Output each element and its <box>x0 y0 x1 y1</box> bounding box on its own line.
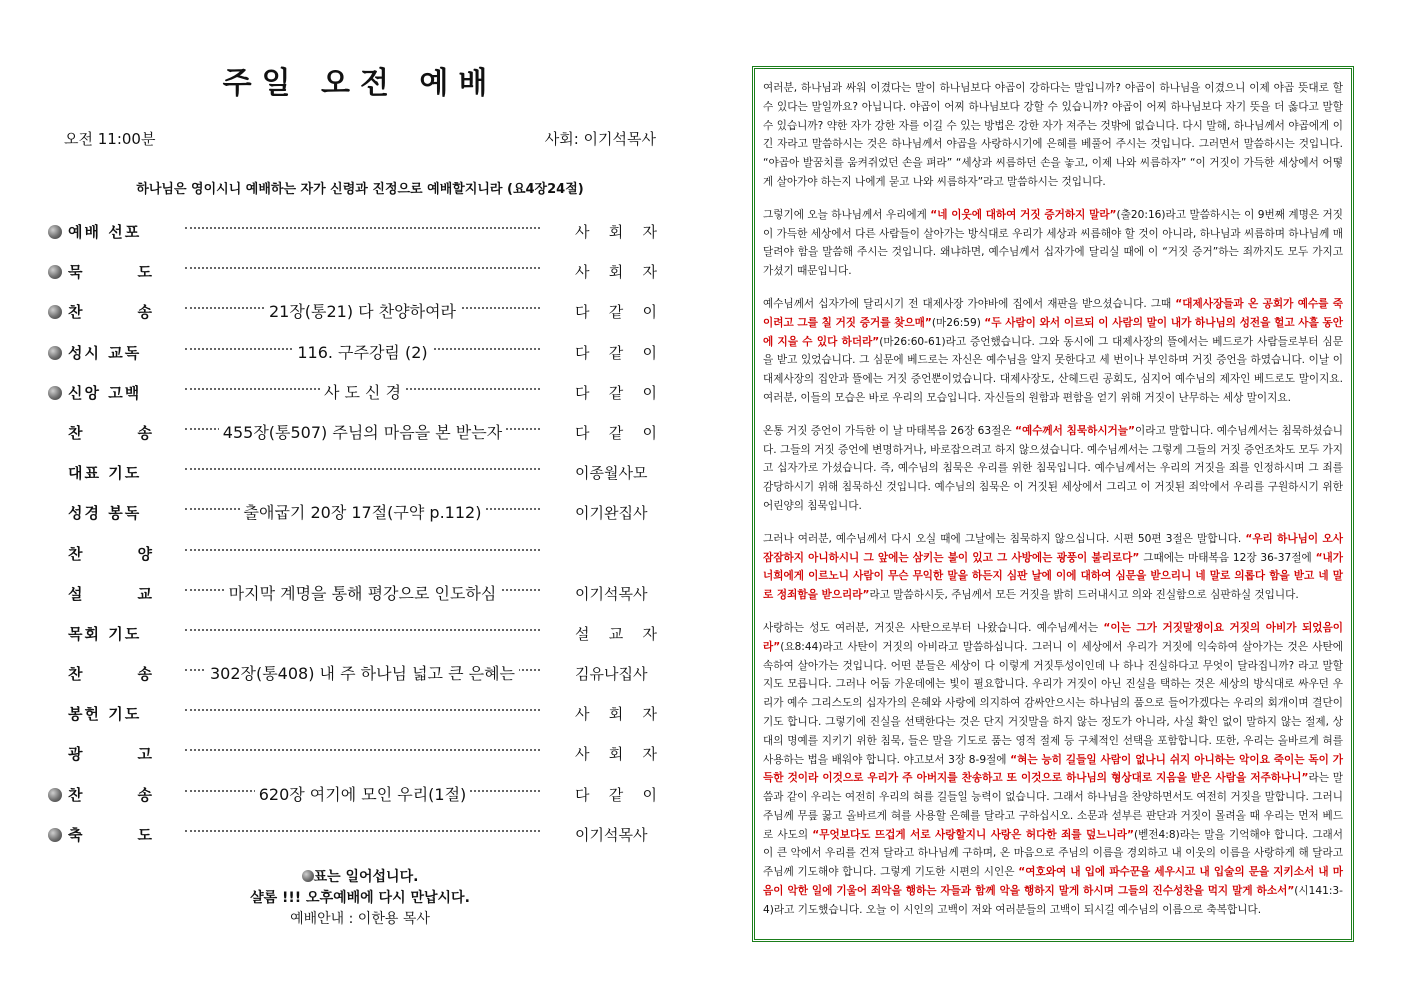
sermon-text: 그때에는 마태복음 12장 36-37절에 <box>1139 551 1316 564</box>
order-responder-part: 회 <box>608 705 624 724</box>
order-responder-part: 자 <box>642 223 657 241</box>
closing-greeting: 샬롬 !!! 오후예배에 다시 만납시다. <box>250 890 470 906</box>
order-row <box>40 654 680 694</box>
order-label <box>68 382 154 403</box>
order-responder-part: 사 <box>575 263 590 282</box>
bullet-icon <box>48 225 62 239</box>
sermon-paragraph <box>763 295 1343 408</box>
scripture-quote: “우리 하나님이 오사 잠잠하지 아니하시니 그 앞에는 삼키는 불이 있고 그 사방에는 광풍이 불리로다” <box>763 532 1343 564</box>
order-responder-part: 같 <box>608 383 624 402</box>
order-label <box>68 663 154 684</box>
order-label <box>68 301 154 322</box>
order-responder-part: 이 <box>642 303 657 322</box>
order-label-part: 찬 <box>68 303 85 322</box>
order-content <box>185 299 540 322</box>
order-label <box>68 502 154 523</box>
order-responder-part: 다 <box>575 343 590 362</box>
dot-leader <box>185 548 540 551</box>
order-responder-part: 다 <box>575 423 590 442</box>
order-responder-part: 사 <box>575 705 590 724</box>
order-responder <box>575 462 657 483</box>
scripture-quote: “내가 너희에게 이르노니 사람이 무슨 무익한 말을 하든지 심판 날에 이에 대하여 심문을 받으리니 네 말로 의롭다 함을 받고 네 말로 정죄함을 받으리라” <box>763 551 1343 602</box>
order-responder-part: 같 <box>608 423 624 442</box>
order-content-text: 620장 여기에 모인 우리(1절) <box>255 785 471 804</box>
order-responder-part: 회 <box>608 223 624 241</box>
order-responder-part: 다 <box>575 303 590 322</box>
order-row <box>40 534 680 574</box>
order-label-part: 찬 <box>68 423 85 442</box>
order-responder <box>575 623 657 644</box>
dot-leader <box>185 226 540 229</box>
order-row <box>40 212 680 252</box>
order-responder-part: 자 <box>642 263 657 282</box>
order-label <box>68 743 154 764</box>
sermon-paragraph <box>763 619 1343 920</box>
order-content <box>185 661 540 684</box>
bullet-icon <box>48 788 62 802</box>
order-responder <box>575 382 657 403</box>
order-label <box>68 342 154 363</box>
order-responder-part: 이기석목사 <box>575 584 648 603</box>
order-responder-part: 설 <box>575 624 590 643</box>
order-label <box>68 824 154 845</box>
order-label-text: 목회 기도 <box>68 624 142 643</box>
sermon-text: (마26:60-61)라고 증언했습니다. 그와 동시에 그 대제사장의 뜰에서는 베드로가 사람들로부터 심문을 받고 있었습니다. 그 심문에 베드로는 자신은 예수님을 알지 못한다고 세 번이나 부인하며 거짓 증언을 하였습니다. 이날 이 대제사장의 집안과 뜰에는 거짓 증언뿐이었습니다. 대제사장도, 산헤드린 공회도, 심지어 예수님의 제자인 베드로도 말이지요. 여러분, 이들의 모습은 바로 우리의 모습입니다. 자신들의 원함과 편함을 얻기 위해 거짓이 난무하는 세상 말이지요. <box>763 335 1343 404</box>
sermon-text: 라고 말씀하시듯, 주님께서 모든 거짓을 밝히 드러내시고 의와 진실함으로 심판하실 것입니다. <box>869 589 1299 602</box>
sermon-text: 그러나 여러분, 예수님께서 다시 오실 때에 그날에는 침묵하지 않으십니다. 시편 50편 3절은 말합니다. <box>763 532 1246 545</box>
order-label-part: 광 <box>68 745 85 764</box>
sermon-paragraph <box>763 206 1343 281</box>
order-label <box>68 623 154 644</box>
order-label-text: 성경 봉독 <box>68 504 142 523</box>
bullet-icon <box>48 828 62 842</box>
order-label <box>68 543 154 564</box>
sermon-text: (출20:16)라고 말씀하시는 이 9번째 계명은 거짓이 가득한 세상에서 다른 사람들이 살아가는 방식대로 우리가 세상과 씨름해야 할 것이 아니라, 하나님과 씨름하며 하나님께 매달려야 함을 말씀해 주시는 것입니다. 왜냐하면, 예수님께서 십자가에 달리실 때에 이 “거짓 증거”하는 죄까지도 모두 가지고 가셨기 때문입니다. <box>763 208 1344 278</box>
dot-leader <box>185 748 540 751</box>
order-responder-part: 이종월사모 <box>575 464 648 483</box>
order-responder <box>575 422 657 443</box>
order-label-text: 성시 교독 <box>68 343 142 362</box>
order-label-text: 대표 기도 <box>68 464 142 483</box>
order-label <box>68 462 154 483</box>
order-row <box>40 333 680 373</box>
dot-leader <box>185 266 540 269</box>
order-responder <box>575 824 657 845</box>
order-content-text: 455장(통507) 주님의 마음을 본 받는자 <box>219 423 506 442</box>
order-content-text: 사 도 신 경 <box>320 383 405 402</box>
sermon-text: 사랑하는 성도 여러분, 거짓은 사탄으로부터 나왔습니다. 예수님께서는 <box>763 621 1104 634</box>
dot-leader <box>185 708 540 711</box>
order-responder-part: 같 <box>608 785 624 804</box>
order-responder-part: 회 <box>608 263 624 282</box>
order-content-text: 출애굽기 20장 17절(구약 p.112) <box>240 503 486 522</box>
order-responder <box>575 221 657 242</box>
order-content-text: 116. 구주강림 (2) <box>293 343 431 362</box>
order-responder <box>575 703 657 724</box>
order-row <box>40 373 680 413</box>
order-label <box>68 703 154 724</box>
sermon-text: 그렇기에 오늘 하나님께서 우리에게 <box>763 208 931 221</box>
order-label-part: 양 <box>137 544 154 563</box>
order-label <box>68 221 154 242</box>
order-row <box>40 292 680 332</box>
order-label-part: 고 <box>137 745 154 764</box>
order-responder-part: 자 <box>642 624 657 643</box>
sermon-text: (벧전4:8)라는 말을 기억해야 합니다. 그래서 이 큰 악에서 우리를 건져 달라고 하나님께 구하며, 온 마음으로 주님의 이름을 경외하고 내 이웃의 이름을 사랑하게 해 달라고 주님께 기도해야 합니다. 그렇게 기도한 시편의 시인은 <box>763 828 1344 879</box>
order-row <box>40 574 680 614</box>
order-content <box>185 340 540 363</box>
service-guide: 예배안내 : 이한용 목사 <box>290 911 430 927</box>
sermon-paragraph <box>763 79 1343 192</box>
order-label-text: 예배 선포 <box>68 223 142 241</box>
bullet-icon <box>48 346 62 360</box>
order-responder-part: 다 <box>575 785 590 804</box>
order-responder-part: 이기완집사 <box>575 504 648 523</box>
sermon-text: 온통 거짓 증언이 가득한 이 날 마태복음 26장 63절은 <box>763 424 1015 437</box>
order-label-text: 신앙 고백 <box>68 383 142 402</box>
order-label-part: 송 <box>137 785 154 804</box>
order-row <box>40 694 680 734</box>
service-host: 사회: 이기석목사 <box>544 130 656 148</box>
order-responder-part: 김유나집사 <box>575 665 648 684</box>
order-label-part: 교 <box>137 584 154 603</box>
order-row <box>40 614 680 654</box>
order-responder-part: 사 <box>575 745 590 764</box>
order-content-text: 마지막 계명을 통해 평강으로 인도하심 <box>225 584 501 603</box>
scripture-quote: “무엇보다도 뜨겁게 서로 사랑할지니 사랑은 허다한 죄를 덮느니라” <box>812 828 1134 841</box>
dot-leader <box>185 829 540 832</box>
order-label <box>68 261 154 282</box>
sermon-text: (시141:3-4)라고 기도했습니다. 오늘 이 시인의 고백이 저와 여러분들의 고백이 되시길 예수님의 이름으로 축복합니다. <box>763 885 1343 916</box>
order-row <box>40 775 680 815</box>
sermon-text: 여러분, 하나님과 싸워 이겼다는 말이 하나님보다 야곱이 강하다는 말입니까? 야곱이 하나님을 이겼으니 이제 야곱 뜻대로 할 수 있다는 말일까요? 아닙니다. 야곱이 어찌 하나님보다 강할 수 있습니까? 야곱이 어찌 하나님보다 자기 뜻을 더 옳다고 말할 수 있습니까? 약한 자가 강한 자를 이길 수 있는 방법은 강한 자가 져주는 것밖에 없습니다. 다시 말해, 하나님께서 야곱에게 이긴 자라고 말씀하시는 것은 하나님께서 야곱을 사랑하시기에 은혜를 베풀어 주시는 것입니다. 그러면서 말씀하시는 것입니다. “야곱아 발꿈치를 움켜쥐었던 손을 펴라” “세상과 씨름하던 손을 놓고, 이제 나와 씨름하자” “이 거짓이 가득한 세상에서 어떻게 살아가야 하는지 나에게 묻고 나와 씨름하자”라고 말씀하시는 것입니다. <box>763 82 1343 188</box>
order-responder <box>575 663 657 684</box>
scripture-quote: “혀는 능히 길들일 사람이 없나니 쉬지 아니하는 악이요 죽이는 독이 가득한 것이라 이것으로 우리가 주 아버지를 찬송하고 또 이것으로 하나님의 형상대로 지음을 받은 사람을 저주하나니” <box>763 753 1344 785</box>
order-content <box>185 581 540 604</box>
order-responder-part: 다 <box>575 383 590 402</box>
order-label-part: 송 <box>137 303 154 322</box>
order-responder-part: 이 <box>642 423 657 442</box>
order-label-part: 찬 <box>68 785 85 804</box>
scripture-quote: “여호와여 내 입에 파수꾼을 세우시고 내 입술의 문을 지키소서 내 마음이 악한 일에 기울어 죄악을 행하는 자들과 함께 악을 행하지 말게 하시며 그들의 진수성찬을 먹지 말게 하소서” <box>763 866 1343 898</box>
bullet-icon <box>48 386 62 400</box>
dot-leader <box>185 467 540 470</box>
order-responder <box>575 583 657 604</box>
order-content-text: 302장(통408) 내 주 하나님 넓고 큰 은혜는 <box>206 664 519 683</box>
sermon-text: 라는 말씀과 같이 우리는 여전히 우리의 혀를 길들일 능력이 없습니다. 그래서 하나님을 찬양하면서도 여전히 거짓을 말합니다. 그러니 주님께 무릎 꿇고 올바르게 혀를 사용할 은혜를 달라고 구하십시오. 소문과 섣부른 판단과 거짓이 몰려올 때 우리는 먼저 베드로 사도의 <box>763 772 1343 841</box>
scripture-quote: “두 사람이 와서 이르되 이 사람의 말이 내가 하나님의 성전을 헐고 사흘 동안에 지을 수 있다 하더라” <box>763 316 1343 348</box>
order-label-text: 봉헌 기도 <box>68 705 142 724</box>
order-label-part: 도 <box>137 825 154 844</box>
order-label-part: 찬 <box>68 544 85 563</box>
sermon-text: (마26:59) <box>931 316 985 329</box>
scripture-quote: “이는 그가 거짓말쟁이요 거짓의 아비가 되었음이라” <box>763 621 1343 653</box>
scripture-quote: “대제사장들과 온 공회가 예수를 죽이려고 그를 칠 거짓 증거를 찾으매” <box>763 297 1343 329</box>
sermon-text: 예수님께서 십자가에 달리시기 전 대제사장 가야바에 집에서 재판을 받으셨습니다. 그때 <box>763 297 1176 310</box>
order-responder <box>575 743 657 764</box>
order-row <box>40 815 680 855</box>
order-content <box>185 782 540 805</box>
bulletin-footer <box>40 867 680 930</box>
order-label <box>68 422 154 443</box>
sermon-text: 이라고 말합니다. 예수님께서는 침묵하셨습니다. 그들의 거짓 증언에 변명하거나, 바로잡으려고 하지 않으셨습니다. 예수님께서는 그렇게 그들의 거짓 증언조차도 모두 가지고 십자가로 가셨습니다. 즉, 예수님의 침묵은 우리를 위한 침묵입니다. 예수님께서는 우리의 거짓을 죄를 인정하시며 그 죄를 감당하시기 위해 침묵하신 것입니다. 예수님의 침묵은 이 거짓된 세상에서 그리고 이 거짓된 죄악에서 우리를 구원하시기 위한 어린양의 침묵입니다. <box>763 424 1343 512</box>
order-label-part: 송 <box>137 423 154 442</box>
scripture-quote: “네 이웃에 대하여 거짓 증거하지 말라” <box>930 208 1117 221</box>
service-meta <box>40 128 680 158</box>
order-content <box>185 420 540 443</box>
stand-note: 표는 일어섭니다. <box>313 869 419 885</box>
order-label-part: 찬 <box>68 665 85 684</box>
order-responder-part: 같 <box>608 343 624 362</box>
order-label-part: 송 <box>137 665 154 684</box>
order-row <box>40 252 680 292</box>
order-row <box>40 493 680 533</box>
sermon-text-box <box>752 66 1354 942</box>
order-content <box>185 380 540 403</box>
order-row <box>40 734 680 774</box>
sermon-text: (요8:44)라고 사탄이 거짓의 아비라고 말씀하십니다. 그러니 이 세상에서 우리가 거짓에 익숙하여 살아가는 것은 사탄에 속하여 살아가는 것입니다. 어떤 분들은 세상이 다 이렇게 거짓투성이인데 나 하나 진실하다고 무엇이 달라집니까? 라고 말할지도 모릅니다. 그러나 어둠 가운데에는 빛이 필요합니다. 우리가 거짓이 아닌 진실을 택하는 것은 세상의 방식대로 싸우던 우리가 예수 그리스도의 십자가의 은혜와 사랑에 의지하여 감싸안으시는 하나님의 품으로 들어가겠다는 우리의 회개이며 결단이기도 합니다. 그렇기에 진실을 선택한다는 것은 단지 거짓말을 하지 않는 정도가 아니라, 사실 확인 없이 말하지 않는 절제, 상대의 명예를 지키기 위한 침묵, 들은 말을 기도로 품는 영적 절제 등 구체적인 선택을 포함합니다. 또한, 우리는 올바르게 혀를 사용하는 법을 배워야 합니다. 야고보서 3장 8-9절에 <box>763 640 1343 766</box>
page-title: 주일 오전 예배 <box>222 66 498 101</box>
order-label-part: 묵 <box>68 263 85 282</box>
service-time: 오전 11:00분 <box>64 130 156 148</box>
order-responder-part: 자 <box>642 745 657 764</box>
order-row <box>40 453 680 493</box>
order-of-worship <box>40 212 680 855</box>
bullet-icon <box>48 305 62 319</box>
order-responder-part: 이기석목사 <box>575 825 648 844</box>
order-label <box>68 583 154 604</box>
order-label <box>68 784 154 805</box>
order-label-part: 도 <box>137 263 154 282</box>
order-responder <box>575 342 657 363</box>
order-responder-part: 회 <box>608 745 624 764</box>
order-responder <box>575 261 657 282</box>
order-responder-part: 교 <box>608 624 624 643</box>
bullet-icon <box>48 265 62 279</box>
bulletin-order-panel <box>40 60 680 930</box>
order-responder <box>575 301 657 322</box>
order-responder-part: 이 <box>642 785 657 804</box>
order-responder-part: 이 <box>642 383 657 402</box>
order-responder-part: 자 <box>642 705 657 724</box>
sermon-paragraph <box>763 530 1343 605</box>
dot-leader <box>185 628 540 631</box>
order-responder-part: 이 <box>642 343 657 362</box>
order-content <box>185 500 540 523</box>
order-label-part: 축 <box>68 825 85 844</box>
theme-verse: 하나님은 영이시니 예배하는 자가 신령과 진정으로 예배할지니라 (요4장24절) <box>136 182 584 197</box>
order-responder <box>575 502 657 523</box>
order-responder-part: 같 <box>608 303 624 322</box>
order-label-part: 설 <box>68 584 85 603</box>
order-responder <box>575 784 657 805</box>
bullet-icon <box>302 870 314 882</box>
order-responder-part: 사 <box>575 223 590 241</box>
scripture-quote: “예수께서 침묵하시거늘” <box>1015 424 1135 437</box>
sermon-paragraph <box>763 422 1343 516</box>
order-content-text: 21장(통21) 다 찬양하여라 <box>265 302 460 321</box>
order-row <box>40 413 680 453</box>
